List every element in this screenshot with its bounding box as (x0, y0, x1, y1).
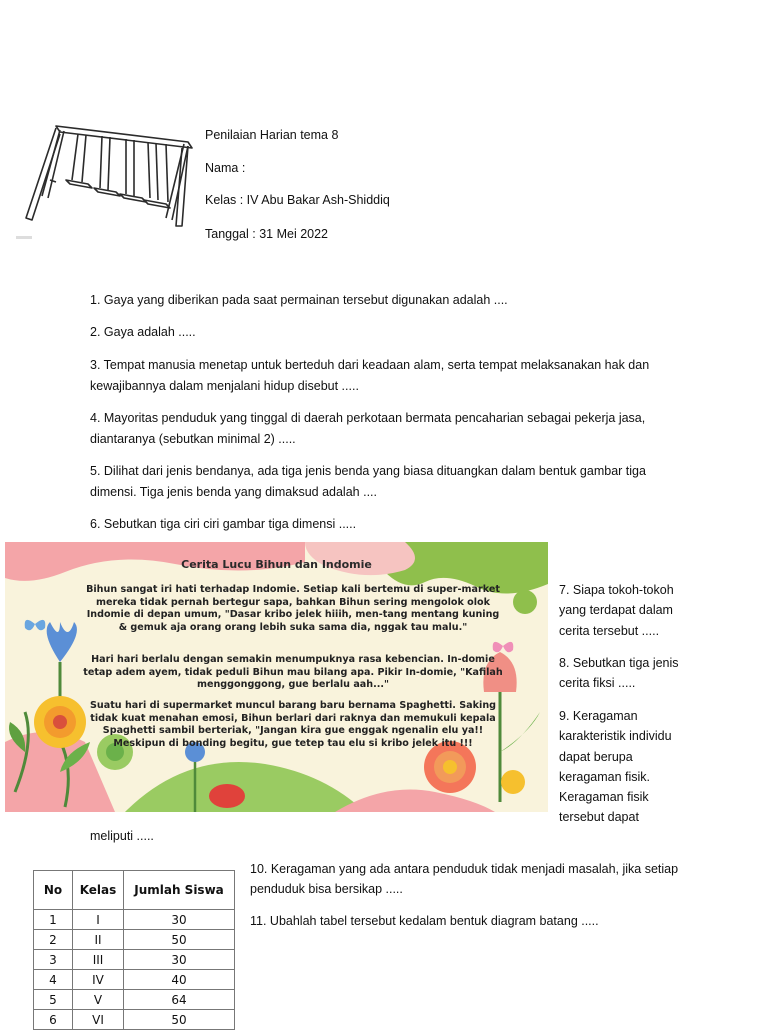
story-paragraph-1: Bihun sangat iri hati terhadap Indomie. Setiap kali bertemu di super-market mereka tidak pernah bertegur sapa, bahkan Bihun sering mengolok olok Indomie di depan umum, "Dasar kribo jelek hiiih, men-tang mentang kuning & gemuk aja orang orang lebih suka sama dia, nggak tau malu." (86, 584, 500, 633)
table-cell: 3 (34, 950, 73, 970)
question-7: 7. Siapa tokoh-tokoh yang terdapat dalam cerita tersebut ..... (559, 583, 674, 638)
table-cell: IV (73, 970, 124, 990)
table-cell: 40 (124, 970, 235, 990)
class-label: Kelas : IV Abu Bakar Ash-Shiddiq (205, 193, 390, 207)
table-header-row (34, 871, 235, 910)
story-title: Cerita Lucu Bihun dan Indomie (181, 558, 372, 571)
question-3: 3. Tempat manusia menetap untuk berteduh dari keadaan alam, serta tempat melaksanakan hak dan kewajibannya dalam menjalani hidup disebut ..... (90, 358, 650, 393)
table-cell: 50 (124, 1010, 235, 1030)
question-5: 5. Dilihat dari jenis bendanya, ada tiga jenis benda yang biasa dituangkan dalam bentuk gambar tiga dimensi. Tiga jenis benda yang dimaksud adalah .... (90, 464, 646, 499)
table-cell: III (73, 950, 124, 970)
question-4: 4. Mayoritas penduduk yang tinggal di daerah perkotaan bermata pencaharian sebagai pekerja jasa, diantaranya (sebutkan minimal 2) ..... (90, 411, 646, 446)
table-cell: 6 (34, 1010, 73, 1030)
table-header-no: No (34, 871, 73, 910)
table-cell: 5 (34, 990, 73, 1010)
student-count-table (33, 870, 235, 1030)
story-paragraph-2: Hari hari berlalu dengan semakin menumpuknya rasa kebencian. In-domie tetap adem ayem, tidak peduli Bihun mau bilang apa. Pikir In-domie, "Kafilah menggonggong, gue berlalu aah..." (83, 654, 503, 690)
table-cell: 1 (34, 910, 73, 930)
name-field-label: Nama : (205, 161, 246, 175)
table-cell: 4 (34, 970, 73, 990)
table-cell: I (73, 910, 124, 930)
table-row (34, 930, 235, 950)
question-11: 11. Ubahlah tabel tersebut kedalam bentuk diagram batang ..... (250, 914, 599, 928)
date-label: Tanggal : 31 Mei 2022 (205, 227, 329, 241)
table-cell: 50 (124, 930, 235, 950)
question-9: 9. Keragaman karakteristik individu dapat berupa keragaman fisik. Keragaman fisik tersebut dapat (559, 709, 672, 825)
table-cell: 30 (124, 910, 235, 930)
question-6: 6. Sebutkan tiga ciri ciri gambar tiga dimensi ..... (90, 517, 357, 531)
question-9-continuation: meliputi ..... (90, 829, 154, 843)
assessment-title: Penilaian Harian tema 8 (205, 128, 339, 142)
table-cell: II (73, 930, 124, 950)
table-cell: 2 (34, 930, 73, 950)
table-cell: 30 (124, 950, 235, 970)
table-cell: VI (73, 1010, 124, 1030)
question-2: 2. Gaya adalah ..... (90, 325, 196, 339)
table-row (34, 950, 235, 970)
table-cell: 64 (124, 990, 235, 1010)
swing-illustration (16, 118, 196, 240)
story-paragraph-3: Suatu hari di supermarket muncul barang baru bernama Spaghetti. Saking tidak kuat menahan emosi, Bihun berlari dari raknya dan memukuli kepala Spaghetti sambil berteriak, "Jangan kira gue enggak ngenalin elu ya!! Meskipun di bonding begitu, gue tetep tau elu si kribo jelek itu !!! (89, 700, 497, 749)
table-row (34, 910, 235, 930)
table-row (34, 970, 235, 990)
table-header-jumlah: Jumlah Siswa (124, 871, 235, 910)
table-row (34, 990, 235, 1010)
story-image (5, 542, 548, 812)
table-row (34, 1010, 235, 1030)
table-header-kelas: Kelas (73, 871, 124, 910)
question-1: 1. Gaya yang diberikan pada saat permainan tersebut digunakan adalah .... (90, 293, 508, 307)
question-10: 10. Keragaman yang ada antara penduduk tidak menjadi masalah, jika setiap penduduk bisa bersikap ..... (250, 862, 679, 896)
table-cell: V (73, 990, 124, 1010)
question-8: 8. Sebutkan tiga jenis cerita fiksi ..... (559, 656, 679, 691)
